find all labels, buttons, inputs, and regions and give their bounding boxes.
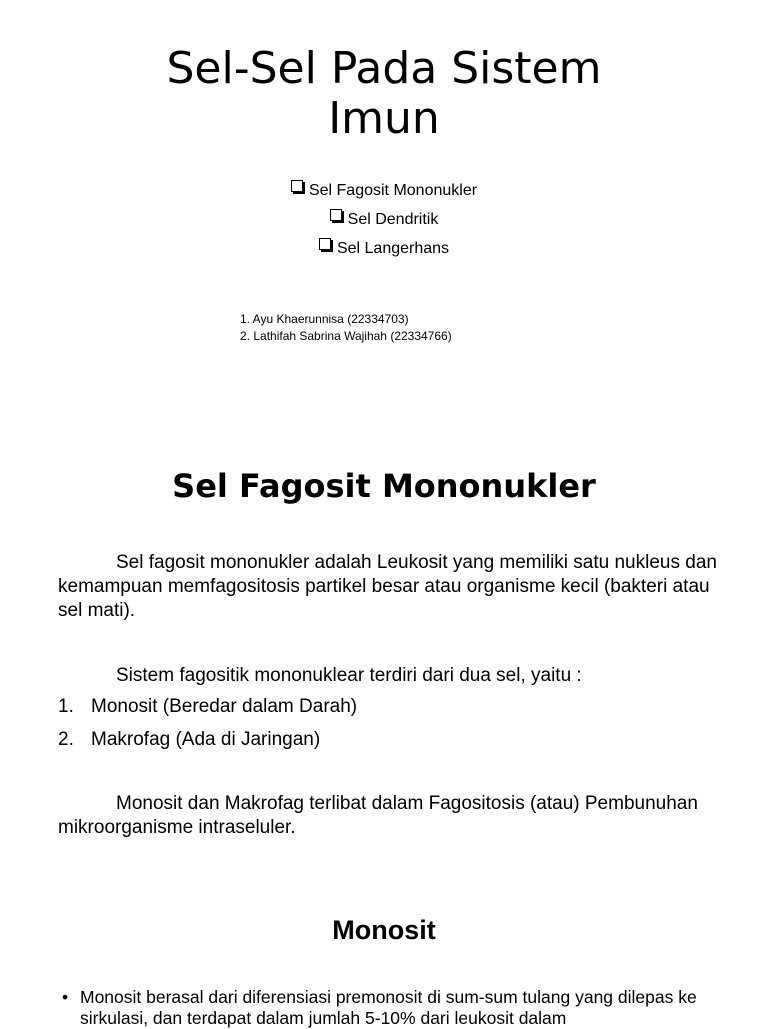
- function-paragraph: [58, 792, 718, 840]
- topic-bullet-list: [0, 176, 768, 263]
- title-line-2: Imun: [328, 93, 440, 144]
- definition-paragraph: [58, 551, 718, 623]
- function-text: Monosit dan Makrofag terlibat dalam Fagositosis (atau) Pembunuhan mikroorganisme intraseluler.: [58, 793, 698, 838]
- topic-bullet-label: Sel Fagosit Mononukler: [308, 182, 478, 199]
- monosit-bullet: [62, 987, 712, 1029]
- section-title-monosit: Monosit: [332, 915, 436, 945]
- definition-text: Sel fagosit mononukler adalah Leukosit yang memiliki satu nukleus dan kemampuan memfagositosis partikel besar atau organisme kecil (bakteri atau sel mati).: [58, 552, 717, 621]
- item-number: 1.: [58, 696, 74, 717]
- checkbox-bullet-icon: [330, 209, 342, 221]
- checkbox-bullet-icon: [291, 180, 303, 192]
- topic-bullet-label: Sel Langerhans: [336, 240, 450, 257]
- title-line-1: Sel-Sel Pada Sistem: [166, 43, 602, 94]
- checkbox-bullet-icon: [319, 238, 331, 250]
- composition-text: Sistem fagositik mononuklear terdiri dari dua sel, yaitu :: [116, 665, 582, 686]
- item-number: 2.: [58, 729, 74, 750]
- slide-title: [0, 44, 768, 144]
- item-text: Makrofag (Ada di Jaringan): [91, 729, 321, 750]
- numbered-item: [58, 695, 357, 719]
- topic-bullet: [0, 234, 768, 263]
- item-text: Monosit (Beredar dalam Darah): [91, 696, 358, 717]
- composition-paragraph: [58, 664, 718, 688]
- numbered-item: [58, 728, 320, 752]
- topic-bullet-label: Sel Dendritik: [347, 211, 439, 228]
- topic-bullet: [0, 176, 768, 205]
- monosit-bullet-text: Monosit berasal dari diferensiasi premonosit di sum-sum tulang yang dilepas ke sirkulasi, dan terdapat dalam jumlah 5-10% dari leukosit dalam: [80, 987, 697, 1028]
- bullet-dot-icon: •: [62, 987, 69, 1007]
- section-title-fagosit: Sel Fagosit Mononukler: [172, 467, 596, 505]
- author-item: 2. Lathifah Sabrina Wajihah (22334766): [240, 329, 452, 343]
- topic-bullet: [0, 205, 768, 234]
- author-list: [240, 311, 452, 345]
- author-item: 1. Ayu Khaerunnisa (22334703): [240, 312, 409, 326]
